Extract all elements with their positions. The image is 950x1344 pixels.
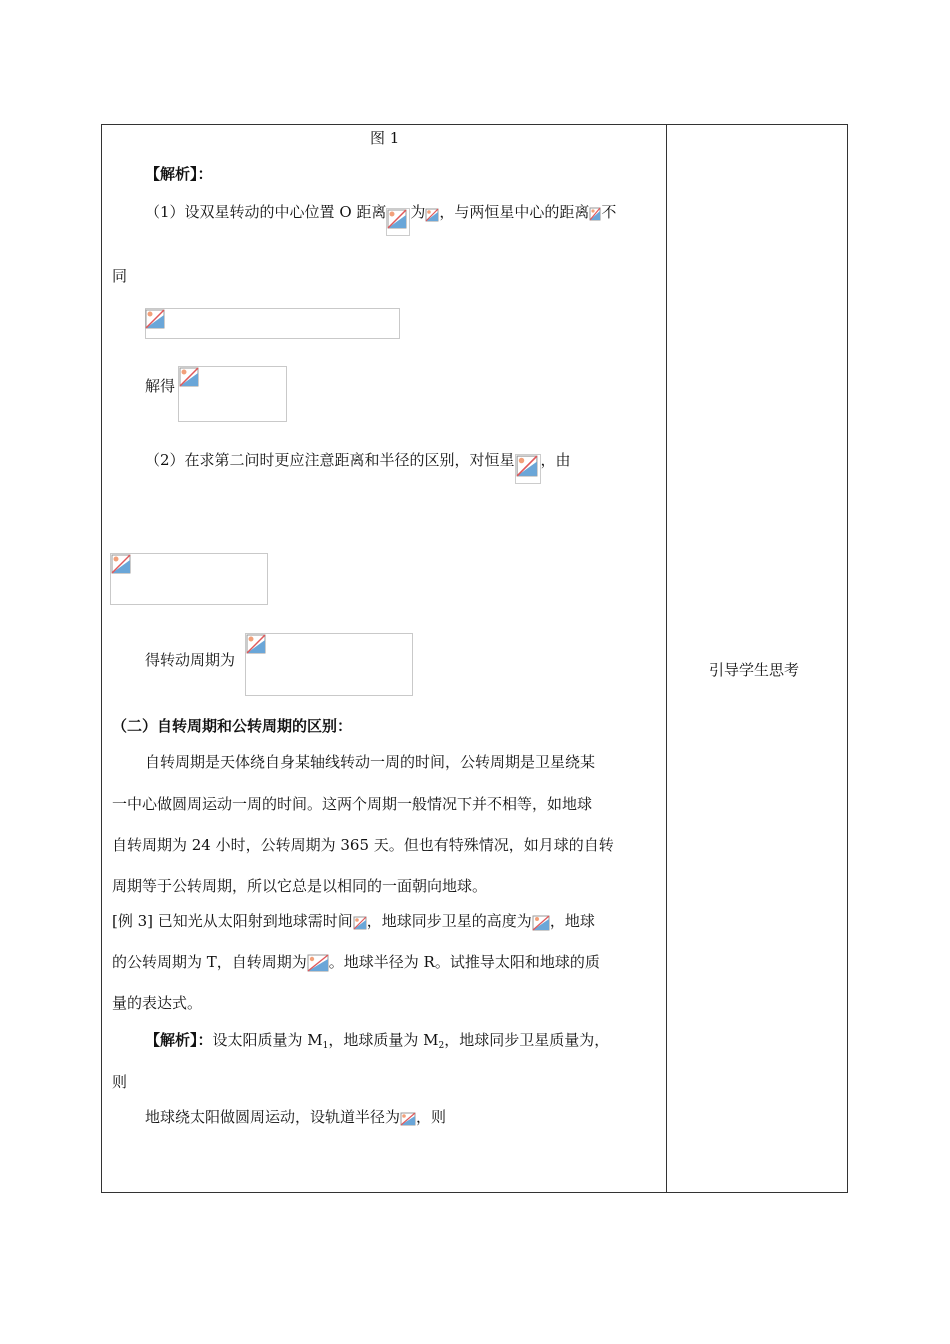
example3-line1-b: ，地球同步卫星的高度为 — [366, 912, 532, 930]
column-divider — [666, 124, 667, 1193]
part1-line — [145, 202, 616, 230]
formula-image-icon — [515, 454, 541, 484]
section2-line3: 自转周期为 24 小时，公转周期为 365 天。但也有特殊情况，如月球的自转 — [112, 836, 614, 854]
formula-frame — [245, 633, 413, 696]
analysis3-text-a: 设太阳质量为 M — [212, 1031, 323, 1049]
formula-image-icon — [386, 208, 410, 236]
formula-frame — [110, 553, 268, 605]
orbit-text-a: 地球绕太阳做圆周运动，设轨道半径为 — [145, 1108, 401, 1126]
orbit-text-b: ，则 — [416, 1108, 447, 1126]
example3-line2 — [112, 952, 600, 973]
section2-line1: 自转周期是天体绕自身某轴线转动一周的时间，公转周期是卫星绕某 — [145, 753, 596, 771]
formula-image-icon — [145, 309, 165, 329]
formula-image-icon — [179, 367, 199, 387]
example3-line1-a: [例 3] 已知光从太阳射到地球需时间 — [112, 912, 353, 930]
part2-text-a: （2）在求第二问时更应注意距离和半径的区别，对恒星 — [145, 451, 515, 469]
formula-image-icon — [589, 205, 601, 223]
formula-image-icon — [400, 1110, 416, 1128]
example3-line2-a: 的公转周期为 T，自转周期为 — [112, 953, 307, 971]
analysis3-text-d: 则 — [112, 1073, 128, 1091]
orbit-line — [145, 1107, 446, 1128]
formula-image-icon — [425, 207, 439, 223]
section2-line4: 周期等于公转周期，所以它总是以相同的一面朝向地球。 — [112, 877, 488, 895]
figure-caption: 图 1 — [370, 129, 400, 147]
formula-image-icon — [246, 634, 266, 654]
analysis3-sub1: 1 — [322, 1041, 329, 1051]
solve-label: 解得 — [145, 377, 176, 395]
part1-text-c: ，与两恒星中心的距离 — [439, 203, 590, 221]
part2-text-b: ，由 — [540, 451, 571, 469]
part1-text-a: （1）设双星转动的中心位置 O 距离 — [145, 203, 387, 221]
analysis3-line — [145, 1030, 609, 1056]
analysis3-text-c: ，地球同步卫星质量为， — [444, 1031, 610, 1049]
formula-image-icon — [532, 914, 550, 932]
formula-image-icon — [353, 914, 367, 932]
formula-frame — [145, 308, 400, 339]
part1-text-e: 同 — [112, 267, 128, 285]
side-note: 引导学生思考 — [709, 661, 800, 679]
formula-image-icon — [111, 554, 131, 574]
example3-line1 — [112, 911, 595, 932]
example3-line3: 量的表达式。 — [112, 994, 203, 1012]
section2-heading: （二）自转周期和公转周期的区别： — [112, 717, 353, 735]
analysis3-text-b: ，地球质量为 M — [328, 1031, 439, 1049]
part2-line — [145, 448, 571, 478]
part1-text-d: 不 — [601, 203, 617, 221]
section2-line2: 一中心做圆周运动一周的时间。这两个周期一般情况下并不相等，如地球 — [112, 795, 593, 813]
analysis-label: 【解析】： — [145, 165, 213, 183]
period-label: 得转动周期为 — [145, 651, 236, 669]
example3-line1-c: ，地球 — [549, 912, 595, 930]
part1-text-b: 为 — [410, 203, 426, 221]
analysis3-sub2: 2 — [438, 1041, 445, 1051]
example3-line2-b: 。地球半径为 R。试推导太阳和地球的质 — [328, 953, 600, 971]
analysis3-label: 【解析】： — [145, 1031, 213, 1049]
formula-image-icon — [307, 953, 329, 973]
